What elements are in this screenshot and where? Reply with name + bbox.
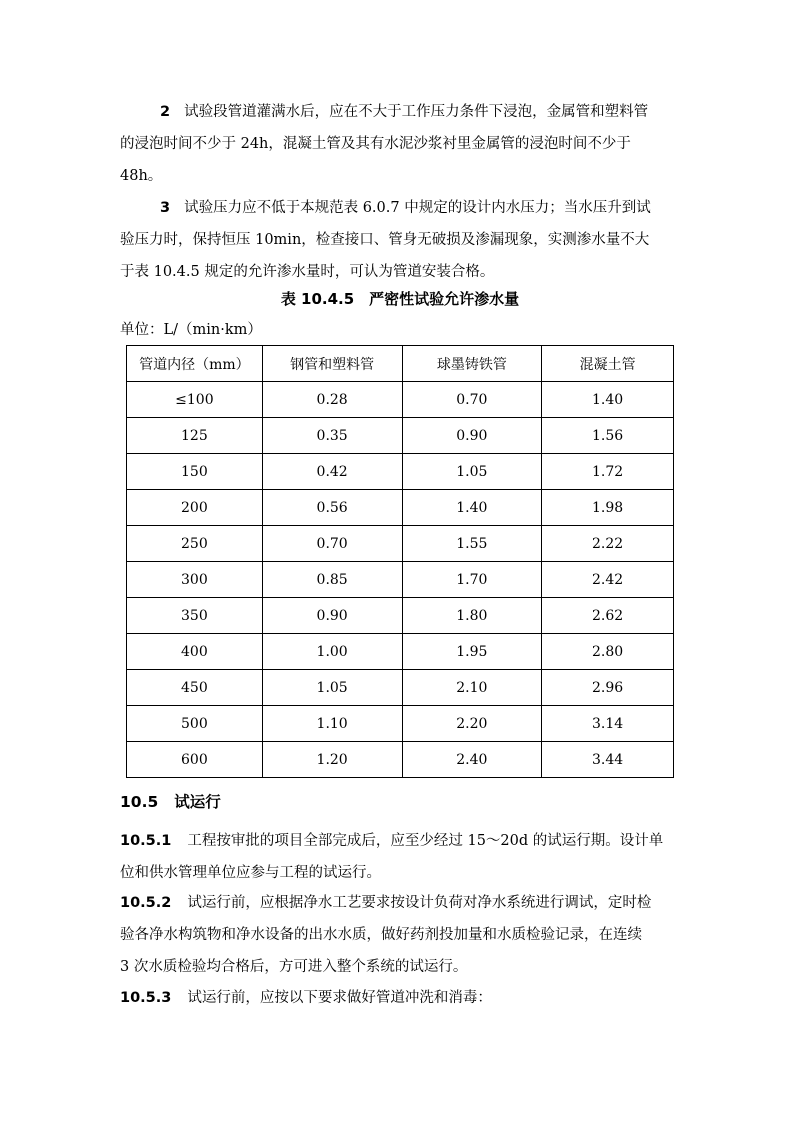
table-cell: 0.42: [262, 454, 402, 490]
table-cell: 0.90: [262, 598, 402, 634]
table-cell: 1.56: [542, 418, 674, 454]
table-cell: 200: [127, 490, 263, 526]
table-row: [127, 526, 674, 562]
column-header: 球墨铸铁管: [402, 346, 542, 382]
clause-number: 10.5.1: [120, 833, 172, 849]
table-cell: 1.10: [262, 706, 402, 742]
table-cell: 500: [127, 706, 263, 742]
text-line: 试验压力应不低于本规范表 6.0.7 中规定的设计内水压力；当水压升到试: [184, 200, 651, 216]
item-number: 3: [160, 200, 171, 216]
table-cell: 125: [127, 418, 263, 454]
table-cell: 250: [127, 526, 263, 562]
table-cell: 0.70: [262, 526, 402, 562]
section-title: 试运行: [174, 793, 221, 811]
table-cell: 1.70: [402, 562, 542, 598]
text-line: 3 次水质检验均合格后，方可进入整个系统的试运行。: [120, 959, 468, 975]
column-header: 混凝土管: [542, 346, 674, 382]
table-row: [127, 454, 674, 490]
table-cell: 0.90: [402, 418, 542, 454]
table-cell: 2.40: [402, 742, 542, 778]
section-heading: [120, 790, 221, 812]
table-cell: 300: [127, 562, 263, 598]
table-unit: 单位：L/（min·km）: [120, 322, 262, 338]
table-header-row: [127, 346, 674, 382]
table-row: [127, 490, 674, 526]
table-cell: 0.28: [262, 382, 402, 418]
table-cell: 450: [127, 670, 263, 706]
text-line: 验压力时，保持恒压 10min，检查接口、管身无破损及渗漏现象，实测渗水量不大: [120, 232, 650, 248]
clause-number: 10.5.2: [120, 895, 172, 911]
text-line: 验各净水构筑物和净水设备的出水水质，做好药剂投加量和水质检验记录，在连续: [120, 927, 642, 943]
text-line: 48h。: [120, 168, 163, 184]
table-cell: 1.72: [542, 454, 674, 490]
table-cell: 2.22: [542, 526, 674, 562]
text-line: 于表 10.4.5 规定的允许渗水量时，可认为管道安装合格。: [120, 264, 495, 280]
table-cell: 3.44: [542, 742, 674, 778]
table-cell: 150: [127, 454, 263, 490]
table-cell: 2.20: [402, 706, 542, 742]
table-cell: 3.14: [542, 706, 674, 742]
table-row: [127, 418, 674, 454]
table-cell: 2.80: [542, 634, 674, 670]
table-row: [127, 742, 674, 778]
table-row: [127, 634, 674, 670]
table-cell: ≤100: [127, 382, 263, 418]
table-cell: 1.40: [542, 382, 674, 418]
table-cell: 350: [127, 598, 263, 634]
clause-number: 10.5.3: [120, 990, 172, 1006]
table-cell: 0.56: [262, 490, 402, 526]
table-row: [127, 562, 674, 598]
table-cell: 1.98: [542, 490, 674, 526]
clause-10-5-1: [120, 825, 680, 889]
table-row: [127, 598, 674, 634]
table-cell: 1.55: [402, 526, 542, 562]
text-line: 工程按审批的项目全部完成后，应至少经过 15～20d 的试运行期。设计单: [187, 833, 664, 849]
paragraph-3: [120, 192, 680, 288]
clause-10-5-2: [120, 887, 680, 983]
text-line: 的浸泡时间不少于 24h，混凝土管及其有水泥沙浆衬里金属管的浸泡时间不少于: [120, 136, 631, 152]
clause-10-5-3: [120, 982, 680, 1014]
table-cell: 600: [127, 742, 263, 778]
column-header: 管道内径（mm）: [127, 346, 263, 382]
table-cell: 1.00: [262, 634, 402, 670]
table-row: [127, 382, 674, 418]
text-line: 试运行前，应按以下要求做好管道冲洗和消毒：: [187, 990, 492, 1006]
table-cell: 2.96: [542, 670, 674, 706]
table-cell: 2.42: [542, 562, 674, 598]
table-title: 表 10.4.5 严密性试验允许渗水量: [280, 290, 520, 308]
paragraph-2: [120, 96, 680, 192]
table-row: [127, 670, 674, 706]
text-line: 试运行前，应根据净水工艺要求按设计负荷对净水系统进行调试，定时检: [187, 895, 652, 911]
table-cell: 0.85: [262, 562, 402, 598]
text-line: 位和供水管理单位应参与工程的试运行。: [120, 865, 381, 881]
section-number: 10.5: [120, 793, 159, 811]
table-cell: 1.05: [262, 670, 402, 706]
table-cell: 0.35: [262, 418, 402, 454]
table-cell: 1.20: [262, 742, 402, 778]
leakage-table: [126, 345, 674, 778]
table-row: [127, 706, 674, 742]
table-cell: 2.62: [542, 598, 674, 634]
table-cell: 1.05: [402, 454, 542, 490]
text-line: 试验段管道灌满水后，应在不大于工作压力条件下浸泡，金属管和塑料管: [184, 104, 649, 120]
column-header: 钢管和塑料管: [262, 346, 402, 382]
table-cell: 400: [127, 634, 263, 670]
table-cell: 1.80: [402, 598, 542, 634]
table-cell: 2.10: [402, 670, 542, 706]
item-number: 2: [160, 104, 171, 120]
table-cell: 1.40: [402, 490, 542, 526]
table-cell: 1.95: [402, 634, 542, 670]
table-cell: 0.70: [402, 382, 542, 418]
